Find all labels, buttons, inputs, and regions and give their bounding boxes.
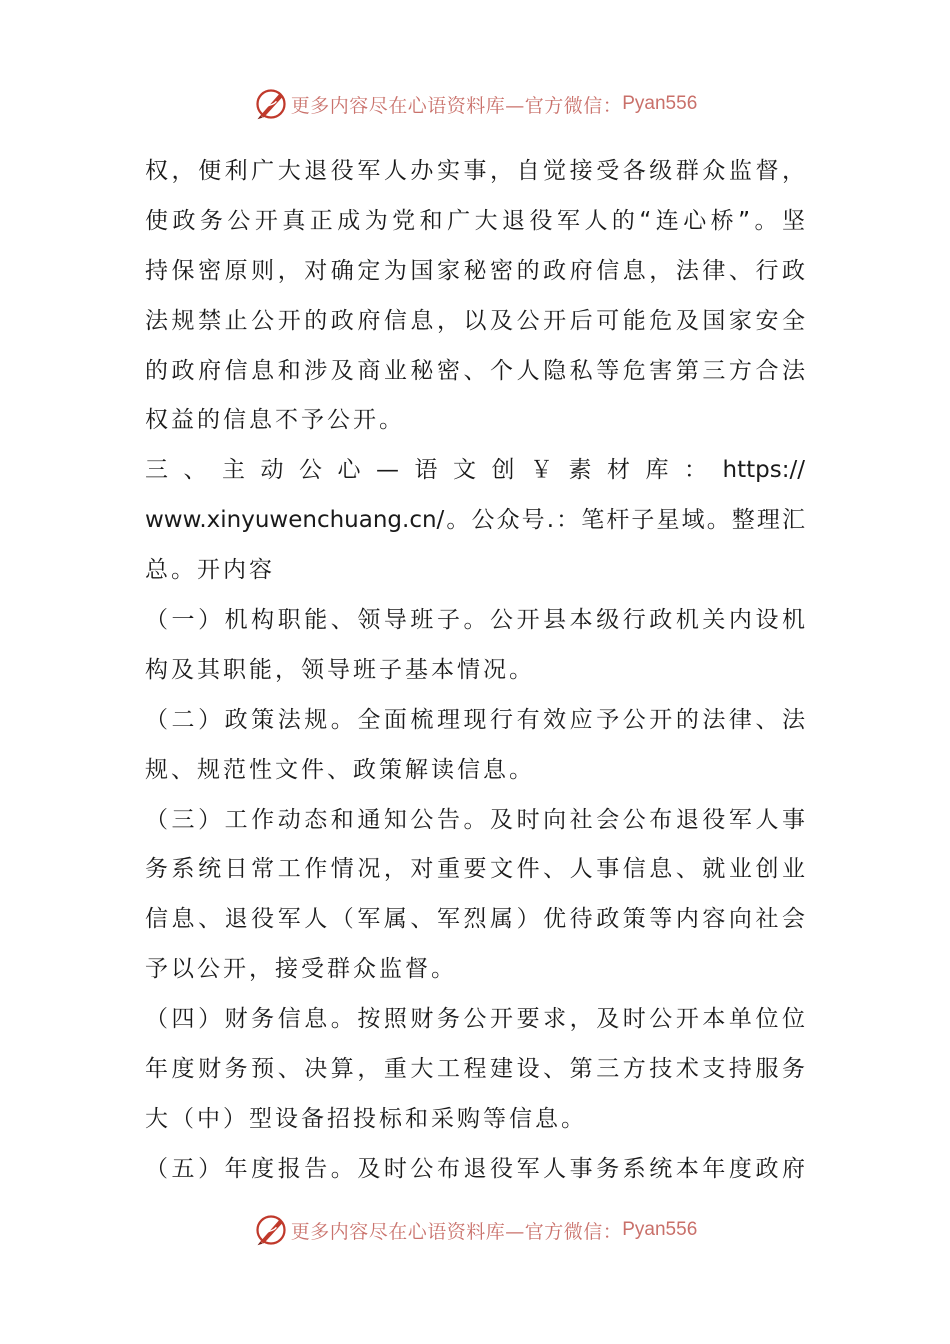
text-line: 予以公开，接受群众监督。 xyxy=(145,956,457,983)
text-line: 信息、退役军人（军属、军烈属）优待政策等内容向社会 xyxy=(145,906,805,933)
text-line: （一）机构职能、领导班子。公开县本级行政机关内设机 xyxy=(145,607,805,634)
text-line: 总。开内容 xyxy=(145,557,275,584)
text-line: 务系统日常工作情况，对重要文件、人事信息、就业创业 xyxy=(145,856,805,883)
banner-wechat-id: Pyan556 xyxy=(622,1219,698,1240)
pen-logo-icon xyxy=(253,1212,289,1248)
text-line: 构及其职能，领导班子基本情况。 xyxy=(145,656,535,683)
text-line: 的政府信息和涉及商业秘密、个人隐私等危害第三方合法 xyxy=(145,357,805,384)
text-line: 年度财务预、决算，重大工程建设、第三方技术支持服务 xyxy=(145,1056,805,1083)
text-line: 持保密原则，对确定为国家秘密的政府信息，法律、行政 xyxy=(145,257,805,284)
pen-logo-icon xyxy=(253,86,289,122)
text-line: （三）工作动态和通知公告。及时向社会公布退役军人事 xyxy=(145,806,805,833)
section-heading-line: 三、主动公心—语文创￥素材库：https:// xyxy=(145,457,805,484)
text-line: （五）年度报告。及时公布退役军人事务系统本年度政府 xyxy=(145,1155,805,1182)
text-line: 权益的信息不予公开。 xyxy=(145,407,405,434)
text-line: 大（中）型设备招投标和采购等信息。 xyxy=(145,1105,587,1132)
text-line: （二）政策法规。全面梳理现行有效应予公开的法律、法 xyxy=(145,706,805,733)
banner-wechat-id: Pyan556 xyxy=(622,93,698,114)
footer-banner xyxy=(0,1210,950,1250)
website-line: www.xinyuwenchuang.cn/。公众号.：笔杆子星域。整理汇 xyxy=(145,507,805,534)
text-line: 规、规范性文件、政策解读信息。 xyxy=(145,756,535,783)
header-banner xyxy=(0,84,950,124)
banner-text: 更多内容尽在心语资料库—官方微信： xyxy=(290,1220,623,1243)
text-line: 使政务公开真正成为党和广大退役军人的“连心桥”。坚 xyxy=(145,207,805,234)
document-body xyxy=(145,147,805,1195)
text-line: （四）财务信息。按照财务公开要求，及时公开本单位位 xyxy=(145,1006,805,1033)
text-line: 法规禁止公开的政府信息，以及公开后可能危及国家安全 xyxy=(145,307,805,334)
text-line: 权，便利广大退役军人办实事，自觉接受各级群众监督， xyxy=(145,158,805,184)
banner-text: 更多内容尽在心语资料库—官方微信： xyxy=(290,94,623,117)
